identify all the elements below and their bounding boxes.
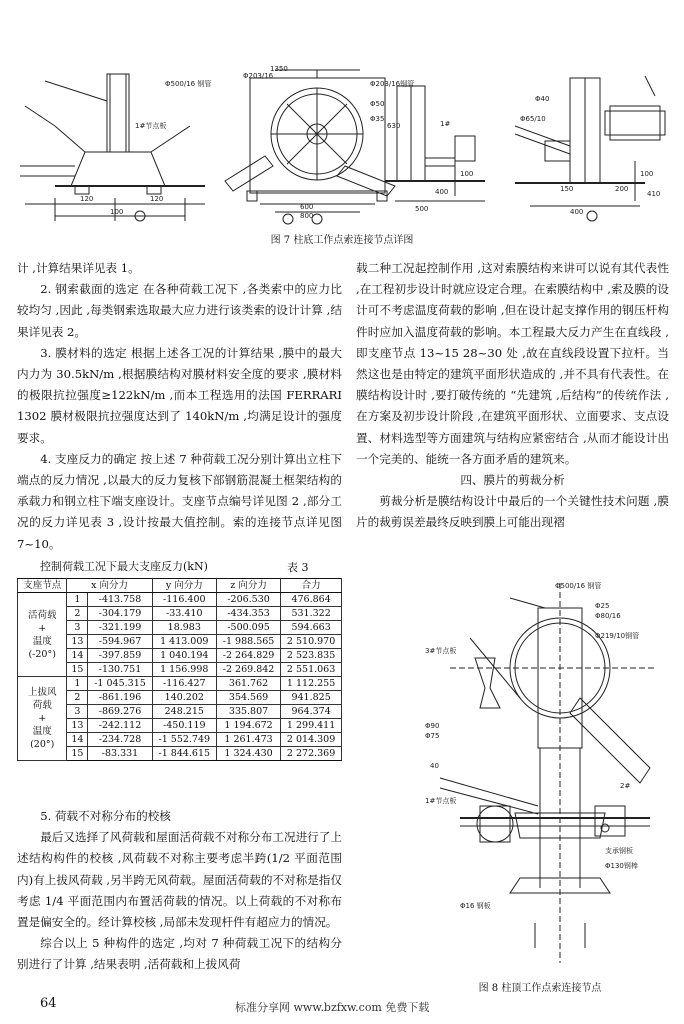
fig8-label: 1#节点板 <box>425 797 457 805</box>
table-cell: 13 <box>67 719 88 733</box>
table-cell: 15 <box>67 747 88 761</box>
table-cell: 476.864 <box>281 593 342 607</box>
table-row <box>18 635 342 649</box>
table-cell: 1 413.009 <box>152 635 216 649</box>
table-header: z 向分力 <box>216 579 280 593</box>
table-header: 支座节点 <box>18 579 67 593</box>
fig8-label: Φ219/10钢管 <box>595 632 640 640</box>
table-cell: -434.353 <box>216 607 280 621</box>
table-cell: -2 269.842 <box>216 663 280 677</box>
group-label-line: 温度 <box>32 635 52 647</box>
fig7-label: Φ203/16钢管 <box>370 80 415 88</box>
paragraph: 载二种工况起控制作用 ,这对索膜结构来讲可以说有其代表性 ,在工程初步设计时就应设定合理。在索膜结构中 ,索及膜的设计可不考虑温度荷载的影响 ,但在设计起支撑作用的钢压杆构件时应加入温度荷载的影响。本工程最大反力产生在直线段 ,即支座节点 13~15 28~30 处 ,故在直线段设置下拉杆。当然这也是由特定的建筑平面形状造成的 ,并不具有代表性。在膜结构设计时 ,要打破传统的 “先建筑 ,后结构”的传统作法 ,在方案及初步设计阶段 ,在建筑平面形状、立面要求、支点设置、材料选型等方面建筑与结构应紧密结合 ,从而才能设计出一个完美的、能统一各方面矛盾的建筑来。 <box>356 261 669 466</box>
table-header: y 向分力 <box>152 579 216 593</box>
table-row <box>18 621 342 635</box>
fig7-label: 410 <box>647 190 661 198</box>
table-cell: 140.202 <box>152 691 216 705</box>
table-cell: 3 <box>67 621 88 635</box>
table-cell: 13 <box>67 635 88 649</box>
table-cell: 361.762 <box>216 677 280 691</box>
fig7-label: 400 <box>570 208 584 216</box>
table-cell: 248.215 <box>152 705 216 719</box>
table-cell: -594.967 <box>88 635 152 649</box>
table-row <box>18 719 342 733</box>
fig7-label: 1#节点板 <box>135 122 167 130</box>
fig8-label: Φ80/16 <box>595 612 621 620</box>
fig8-label: Φ500/16 钢管 <box>555 582 602 590</box>
paragraph: 综合以上 5 种构件的选定 ,均对 7 种荷载工况下的结构分别进行了计算 ,结果表明 ,活荷载和上拔风荷 <box>17 936 342 972</box>
table-cell: 1 156.998 <box>152 663 216 677</box>
table-cell: -242.112 <box>88 719 152 733</box>
table-cell: 14 <box>67 649 88 663</box>
fig8-label: 2# <box>620 782 631 790</box>
table-cell: -130.751 <box>88 663 152 677</box>
figure-7-drawing <box>15 66 670 226</box>
table-cell: 964.374 <box>281 705 342 719</box>
table-cell: 941.825 <box>281 691 342 705</box>
fig7-label: Φ35 <box>370 115 385 123</box>
fig7-label: Φ50 <box>370 100 385 108</box>
table-cell: -83.331 <box>88 747 152 761</box>
table-cell: -33.410 <box>152 607 216 621</box>
table-cell: 3 <box>67 705 88 719</box>
paragraph: 4. 支座反力的确定 按上述 7 种荷载工况分别计算出立柱下端点的反力情况 ,以最大的反力复核下部钢筋混凝土框架结构的承载力和钢立柱下端支座设计。支座节点编号详见图 2 ,部分工况的反力详见表 3 ,设计按最大值控制。索的连接节点详见图 7~10。 <box>17 451 342 551</box>
figure-8-caption: 图 8 柱顶工作点索连接节点 <box>478 983 602 994</box>
fig7-label: Φ203/16 <box>243 72 274 80</box>
table-row <box>18 705 342 719</box>
table-cell: 1 324.430 <box>216 747 280 761</box>
fig7-label: Φ65/10 <box>520 115 546 123</box>
fig8-label: Φ130钢棒 <box>605 862 638 870</box>
table-cell: 14 <box>67 733 88 747</box>
table-cell: 15 <box>67 663 88 677</box>
group-label-line: 荷载 <box>32 700 52 711</box>
fig8-label: 40 <box>430 762 439 770</box>
fig7-label: 120 <box>80 195 94 203</box>
table-cell: 1 <box>67 593 88 607</box>
table-cell: 2 <box>67 691 88 705</box>
page-number: 64 <box>40 996 57 1011</box>
table-cell: 2 014.309 <box>281 733 342 747</box>
table-cell: 1 194.672 <box>216 719 280 733</box>
fig8-label: Φ25 <box>595 602 610 610</box>
fig7-label: 500 <box>415 205 429 213</box>
group-label-line: 温度 <box>32 726 52 737</box>
table-cell: 2 272.369 <box>281 747 342 761</box>
fig7-column-base-elevation <box>20 74 205 221</box>
table-cell: -1 552.749 <box>152 733 216 747</box>
fig7-label: 100 <box>640 170 654 178</box>
table-group-label <box>18 593 67 677</box>
table-cell: -1 844.615 <box>152 747 216 761</box>
table-cell: -304.179 <box>88 607 152 621</box>
figure-7-caption: 图 7 柱底工作点索连接节点详图 <box>270 235 414 246</box>
table-cell: -413.758 <box>88 593 152 607</box>
figure-8-drawing <box>420 578 660 968</box>
table-cell: -500.095 <box>216 621 280 635</box>
fig7-label: 400 <box>435 188 449 196</box>
fig7-label: Φ500/16 钢管 <box>165 80 212 88</box>
table-3-number: 表 3 <box>287 561 309 574</box>
table-3 <box>17 578 342 761</box>
group-label-line: + <box>38 622 47 634</box>
group-label-line: + <box>38 713 47 724</box>
table-cell: -234.728 <box>88 733 152 747</box>
fig7-label: 800 <box>300 212 314 220</box>
table-cell: 1 112.255 <box>281 677 342 691</box>
paragraph: 计 ,计算结果详见表 1。 <box>17 261 140 275</box>
table-row <box>18 649 342 663</box>
section-heading: 5. 荷载不对称分布的校核 <box>40 809 171 823</box>
fig7-label: 100 <box>460 170 474 178</box>
table-cell: 2 <box>67 607 88 621</box>
group-label-line: 活荷载 <box>27 609 57 621</box>
right-column-upper <box>356 258 669 534</box>
table-cell: -2 264.829 <box>216 649 280 663</box>
table-cell: 18.983 <box>152 621 216 635</box>
watermark-footer: 标准分享网 www.bzfxw.com 免费下载 <box>235 1001 430 1014</box>
fig7-label: 630 <box>387 122 401 130</box>
paragraph: 最后又选择了风荷载和屋面活荷载不对称分布工况进行了上述结构构件的校核 ,风荷载不对称主要考虑半跨(1/2 平面范围内)有上拔风荷载 ,另半跨无风荷载。屋面活荷载的不对称是指仅考虑 1/4 平面范围内布置活荷载的情况。以上荷载的不对称布置是偏安全的。经计算校核 ,局部未发现杆件有超应力的情况。 <box>17 830 342 930</box>
table-cell: -321.199 <box>88 621 152 635</box>
left-column-lower <box>17 806 342 976</box>
fig8-label: Φ90 <box>425 722 440 730</box>
table-header: 合力 <box>281 579 342 593</box>
paragraph: 2. 钢索截面的选定 在各种荷载工况下 ,各类索中的应力比较均匀 ,因此 ,每类钢索选取最大应力进行该类索的设计计算 ,结果详见表 2。 <box>17 282 342 339</box>
fig7-label: 1# <box>440 120 451 128</box>
table-row <box>18 747 342 761</box>
left-column-upper <box>17 258 342 555</box>
fig7-label: 200 <box>615 185 629 193</box>
section-heading: 四、膜片的剪裁分析 <box>460 473 565 488</box>
table-row <box>18 691 342 705</box>
table-cell: -1 988.565 <box>216 635 280 649</box>
table-cell: 594.663 <box>281 621 342 635</box>
table-cell: -869.276 <box>88 705 152 719</box>
table-cell: 1 <box>67 677 88 691</box>
fig7-anchor-section <box>385 86 485 201</box>
table-header: x 向分力 <box>67 579 152 593</box>
table-cell: 1 261.473 <box>216 733 280 747</box>
table-cell: -861.196 <box>88 691 152 705</box>
table-row <box>18 607 342 621</box>
fig7-label: 100 <box>110 208 124 216</box>
table-cell: -206.530 <box>216 593 280 607</box>
fig7-label: 120 <box>150 195 164 203</box>
table-row <box>18 663 342 677</box>
group-label-line: (-20°) <box>28 648 56 660</box>
group-label-line: (20°) <box>30 739 55 750</box>
fig8-label: Φ16 钢板 <box>460 902 491 910</box>
fig8-label: Φ75 <box>425 732 440 740</box>
fig7-label: 1350 <box>270 66 288 73</box>
table-cell: 2 551.063 <box>281 663 342 677</box>
table-row <box>18 677 342 691</box>
table-cell: -116.400 <box>152 593 216 607</box>
fig7-column-base-plan <box>225 70 395 212</box>
group-label-line: 上拔风 <box>27 687 57 698</box>
paragraph: 剪裁分析是膜结构设计中最后的一个关键性技术问题 ,膜片的裁剪误差最终反映到膜上可能出现褶 <box>356 494 669 530</box>
table-cell: 354.569 <box>216 691 280 705</box>
table-row <box>18 593 342 607</box>
fig7-label: Φ40 <box>535 95 550 103</box>
table-cell: 1 040.194 <box>152 649 216 663</box>
table-cell: 531.322 <box>281 607 342 621</box>
paragraph: 3. 膜材料的选定 根据上述各工况的计算结果 ,膜中的最大内力为 30.5kN/m ,根据膜结构对膜材料安全度的要求 ,膜材料的极限抗拉强度≥122kN/m ,而本工程选用的法国 FERRARI 1302 膜材极限抗拉强度达到了 140kN/m ,均满足设计的强度要求。 <box>17 345 342 445</box>
fig8-label: 支承钢板 <box>605 847 633 855</box>
table-cell: 1 299.411 <box>281 719 342 733</box>
table-cell: 335.807 <box>216 705 280 719</box>
fig7-label: 600 <box>300 203 314 211</box>
table-cell: -450.119 <box>152 719 216 733</box>
table-cell: 2 510.970 <box>281 635 342 649</box>
table-3-title: 控制荷载工况下最大支座反力(kN) <box>40 560 208 573</box>
fig8-label: 3#节点板 <box>425 647 457 655</box>
fig7-label: 150 <box>560 185 574 193</box>
table-cell: -116.427 <box>152 677 216 691</box>
table-cell: 2 523.835 <box>281 649 342 663</box>
table-cell: -397.859 <box>88 649 152 663</box>
table-group-label <box>18 677 67 761</box>
table-row <box>18 733 342 747</box>
table-cell: -1 045.315 <box>88 677 152 691</box>
